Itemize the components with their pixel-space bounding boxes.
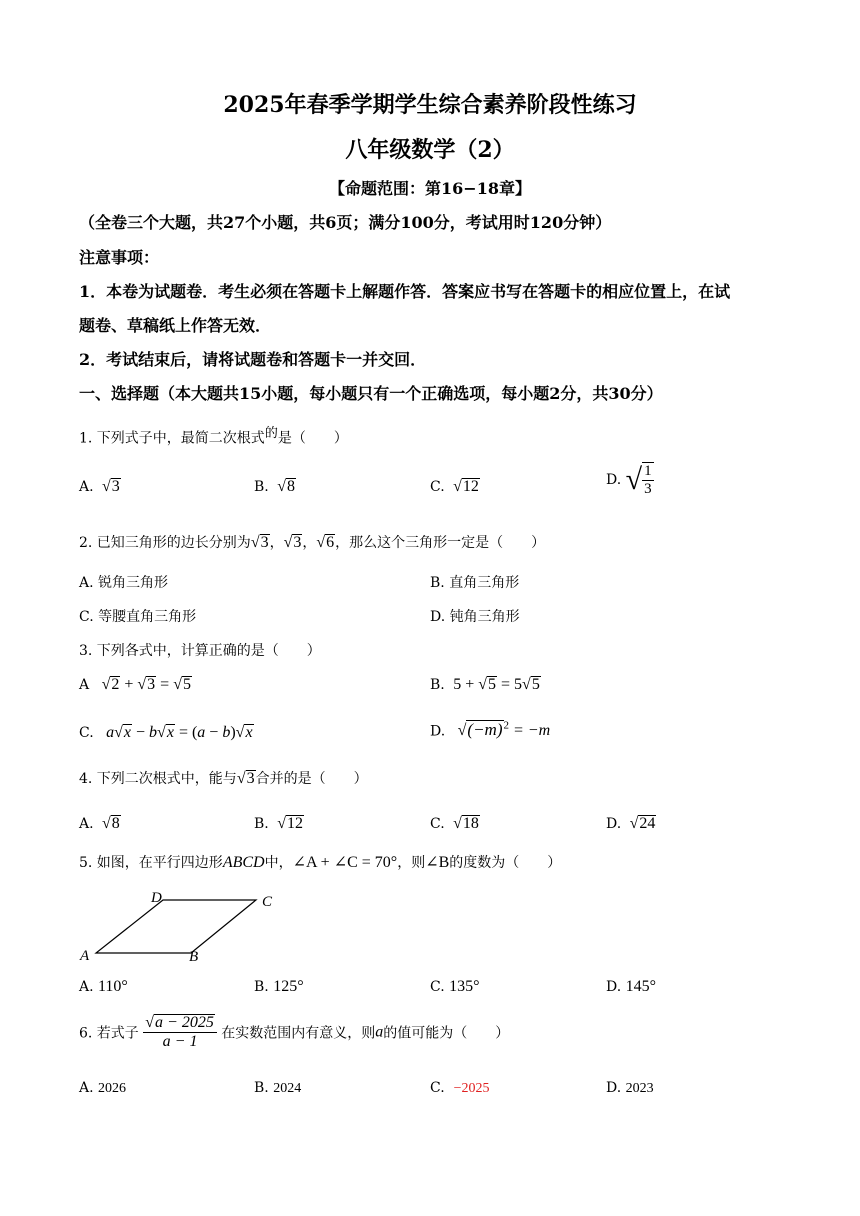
question-6-stem: 6. 若式子 $\frac{√a - 2025}{a - 1}$ 在实数范围内有意义，则a的值可能为（ ） [79,1014,510,1050]
vertex-a-label: A [80,948,90,964]
parallelogram-figure [76,888,286,968]
notice-heading: 注意事项： [79,248,160,267]
question-2-stem: 2. 已知三角形的边长分别为√3，√3，√6，那么这个三角形一定是（ ） [79,534,546,551]
q1-option-b[interactable]: B. √8 [254,478,295,495]
q2-option-a[interactable]: A. 锐角三角形 [79,575,169,591]
q3-option-a[interactable]: A √2 + √3 = √5 [79,676,191,693]
question-3-stem: 3. 下列各式中，计算正确的是（ ） [79,643,321,659]
vertex-b-label: B [189,949,199,965]
vertex-c-label: C [262,894,273,910]
question-1-stem: 1. 下列式子中，最简二次根式$^的$是（ ） [79,426,348,447]
exam-info: （全卷三个大题，共27个小题，共6页；满分100分，考试用时120分钟） [79,213,612,232]
exam-scope: 【命题范围：第16−18章】 [329,179,531,198]
q4-option-b[interactable]: B. √12 [254,815,303,832]
question-5-stem: 5. 如图，在平行四边形ABCD中，∠A + ∠C = 70°，则∠B的度数为（ ） [79,854,562,871]
notice-item-1-line-2: 题卷、草稿纸上作答无效． [79,316,272,335]
exam-subtitle: 八年级数学（2） [345,137,515,163]
q2-option-b[interactable]: B. 直角三角形 [430,575,520,591]
q3-option-b[interactable]: B. 5 + √5 = 5√5 [430,676,540,693]
q4-option-c[interactable]: C. √18 [430,815,479,832]
vertex-d-label: D [151,890,162,906]
q5-option-a[interactable]: A. 110° [79,978,128,995]
q3-option-d[interactable]: D. $√(-m)^2 = -m$ [430,720,551,740]
q5-option-c[interactable]: C. 135° [430,978,480,995]
q5-option-d[interactable]: D. 145° [606,978,657,995]
parallelogram-shape [96,900,256,953]
q1-option-c[interactable]: C. √12 [430,478,479,495]
q6-option-a[interactable]: A. 2026 [79,1080,127,1096]
notice-item-2: 2．考试结束后，请将试题卷和答题卡一并交回． [79,350,427,369]
question-4-stem: 4. 下列二次根式中，能与√3合并的是（ ） [79,770,368,787]
notice-item-1-line-1: 1．本卷为试题卷．考生必须在答题卡上解题作答．答案应书写在答题卡的相应位置上，在试 [79,282,731,301]
exam-title: 2025年春季学期学生综合素养阶段性练习 [223,92,637,118]
q2-option-c[interactable]: C. 等腰直角三角形 [79,609,197,625]
q1-option-a[interactable]: A. √3 [79,478,120,495]
q4-option-d[interactable]: D. √24 [606,815,656,832]
q5-option-b[interactable]: B. 125° [254,978,304,995]
q1-option-d[interactable]: D. √ $\frac{1}{3}$ [606,463,652,497]
q6-option-c[interactable]: C. −2025 [430,1080,490,1096]
q2-option-d[interactable]: D. 钝角三角形 [430,609,520,625]
q6-option-d[interactable]: D. 2023 [606,1080,654,1096]
q3-option-c[interactable]: C. a√x − b√x = (a − b)√x [79,724,253,741]
q6-option-b[interactable]: B. 2024 [254,1080,302,1096]
section-1-heading: 一、选择题（本大题共15小题，每小题只有一个正确选项，每小题2分，共30分） [79,384,663,403]
q4-option-a[interactable]: A. √8 [79,815,120,832]
